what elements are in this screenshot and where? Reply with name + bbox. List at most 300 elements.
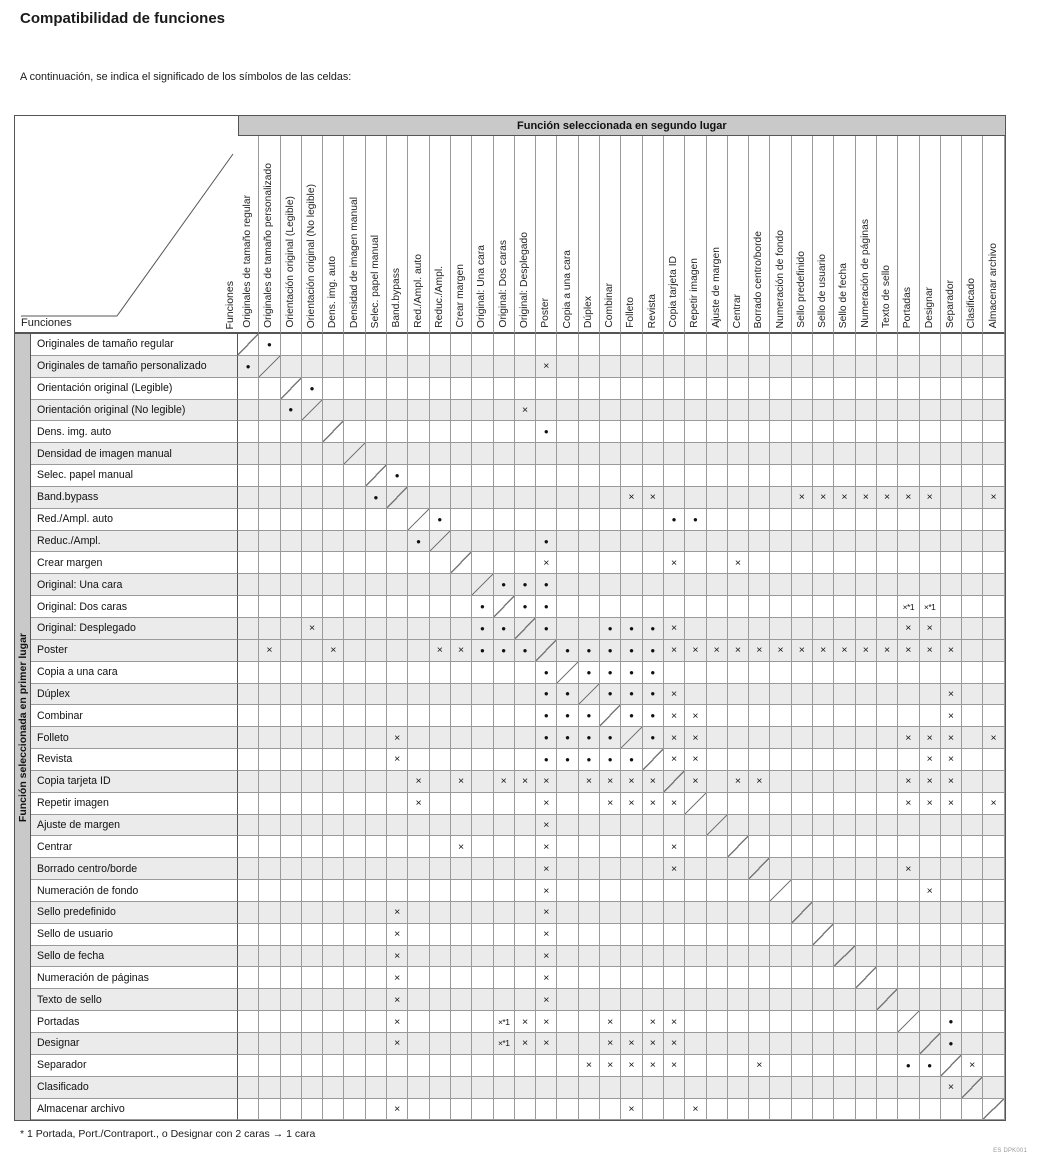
matrix-cell (344, 749, 365, 771)
matrix-cell (472, 1011, 493, 1033)
matrix-cell (941, 531, 962, 553)
matrix-cell (579, 946, 600, 968)
matrix-cell (344, 946, 365, 968)
matrix-cell (515, 356, 536, 378)
matrix-cell: × (536, 858, 557, 880)
matrix-cell (238, 400, 259, 422)
matrix-cell (770, 880, 791, 902)
matrix-cell (472, 771, 493, 793)
column-header-label: Revista (646, 293, 658, 328)
matrix-cell (323, 552, 344, 574)
matrix-cell (600, 378, 621, 400)
matrix-cell (770, 509, 791, 531)
matrix-cell (281, 378, 302, 400)
matrix-cell (494, 989, 515, 1011)
matrix-cell (344, 356, 365, 378)
matrix-cell (749, 421, 770, 443)
matrix-cell (856, 880, 877, 902)
matrix-cell (621, 552, 642, 574)
matrix-cell (281, 487, 302, 509)
matrix-cell (600, 815, 621, 837)
matrix-cell (323, 705, 344, 727)
matrix-cell (366, 793, 387, 815)
matrix-cell (579, 421, 600, 443)
matrix-cell (770, 1055, 791, 1077)
column-header-17 (579, 136, 600, 334)
matrix-cell (621, 378, 642, 400)
matrix-cell (515, 727, 536, 749)
matrix-cell (962, 509, 983, 531)
matrix-cell (877, 880, 898, 902)
matrix-cell (408, 1099, 429, 1121)
matrix-cell (856, 989, 877, 1011)
matrix-cell (579, 684, 600, 706)
matrix-cell (898, 378, 919, 400)
column-header-label: Numeración de fondo (774, 229, 786, 328)
matrix-cell (344, 836, 365, 858)
matrix-cell (281, 989, 302, 1011)
matrix-cell (515, 1099, 536, 1121)
matrix-cell (323, 815, 344, 837)
matrix-cell (983, 858, 1004, 880)
matrix-cell (877, 1055, 898, 1077)
matrix-cell (707, 618, 728, 640)
matrix-cell (962, 443, 983, 465)
matrix-cell (749, 836, 770, 858)
matrix-cell (302, 815, 323, 837)
matrix-cell (451, 618, 472, 640)
row-header-24: Centrar (31, 836, 238, 858)
matrix-cell (707, 1011, 728, 1033)
matrix-cell (323, 618, 344, 640)
matrix-cell: ● (302, 378, 323, 400)
matrix-cell (515, 1055, 536, 1077)
matrix-cell (366, 684, 387, 706)
matrix-cell (707, 771, 728, 793)
matrix-cell (366, 967, 387, 989)
matrix-cell (749, 727, 770, 749)
column-header-label: Borrado centro/borde (753, 230, 765, 328)
matrix-cell (408, 400, 429, 422)
matrix-cell (792, 574, 813, 596)
matrix-cell: × (579, 1055, 600, 1077)
matrix-cell: × (728, 640, 749, 662)
matrix-cell (920, 705, 941, 727)
matrix-cell: × (834, 487, 855, 509)
matrix-cell (600, 880, 621, 902)
matrix-cell (259, 487, 280, 509)
matrix-cell (302, 509, 323, 531)
column-header-label: Sello de fecha (838, 262, 850, 328)
matrix-cell: ● (536, 727, 557, 749)
matrix-cell (344, 967, 365, 989)
matrix-cell (259, 618, 280, 640)
row-header-26: Numeración de fondo (31, 880, 238, 902)
matrix-cell (557, 815, 578, 837)
matrix-cell (728, 356, 749, 378)
matrix-cell (238, 989, 259, 1011)
matrix-cell (643, 1077, 664, 1099)
matrix-cell (749, 356, 770, 378)
matrix-cell (770, 815, 791, 837)
matrix-cell (515, 487, 536, 509)
matrix-cell (877, 662, 898, 684)
matrix-cell: × (536, 552, 557, 574)
matrix-cell (834, 967, 855, 989)
matrix-cell (621, 443, 642, 465)
matrix-cell (323, 836, 344, 858)
matrix-cell (323, 924, 344, 946)
matrix-cell (557, 880, 578, 902)
matrix-cell (323, 531, 344, 553)
matrix-cell (941, 1055, 962, 1077)
matrix-cell (898, 836, 919, 858)
matrix-cell: × (302, 618, 323, 640)
column-header-label: Separador (944, 279, 956, 328)
matrix-cell (941, 1099, 962, 1121)
matrix-cell (728, 880, 749, 902)
matrix-cell (557, 793, 578, 815)
matrix-cell (728, 334, 749, 356)
matrix-cell (302, 793, 323, 815)
column-header-24 (728, 136, 749, 334)
matrix-cell (579, 509, 600, 531)
matrix-cell (387, 487, 408, 509)
matrix-cell (813, 618, 834, 640)
matrix-cell (408, 1055, 429, 1077)
matrix-cell (238, 902, 259, 924)
matrix-cell: × (770, 640, 791, 662)
matrix-cell (238, 705, 259, 727)
matrix-cell (323, 662, 344, 684)
matrix-cell: ● (472, 640, 493, 662)
matrix-cell (557, 531, 578, 553)
matrix-cell (962, 552, 983, 574)
matrix-cell: ● (579, 705, 600, 727)
matrix-cell (366, 989, 387, 1011)
matrix-cell: × (536, 880, 557, 902)
matrix-cell (877, 771, 898, 793)
matrix-cell (472, 443, 493, 465)
matrix-cell (813, 1011, 834, 1033)
matrix-cell (856, 662, 877, 684)
matrix-cell (451, 684, 472, 706)
matrix-cell (792, 443, 813, 465)
column-header-25 (749, 136, 770, 334)
matrix-cell (344, 618, 365, 640)
column-header-label: Originales de tamaño regular (242, 195, 254, 328)
column-header-8 (387, 136, 408, 334)
matrix-cell: × (600, 793, 621, 815)
matrix-cell (898, 662, 919, 684)
matrix-cell (238, 378, 259, 400)
matrix-cell (664, 1077, 685, 1099)
matrix-cell (664, 902, 685, 924)
matrix-cell: ● (621, 618, 642, 640)
matrix-cell (728, 1055, 749, 1077)
matrix-cell (536, 487, 557, 509)
matrix-cell: × (920, 880, 941, 902)
matrix-cell (281, 924, 302, 946)
matrix-cell (430, 924, 451, 946)
matrix-cell (472, 684, 493, 706)
matrix-cell (259, 967, 280, 989)
matrix-cell (366, 924, 387, 946)
matrix-cell (792, 727, 813, 749)
matrix-cell (962, 793, 983, 815)
matrix-cell (408, 618, 429, 640)
column-header-label: Band.bypass (391, 268, 403, 328)
matrix-cell (770, 334, 791, 356)
matrix-cell (344, 334, 365, 356)
matrix-cell (302, 967, 323, 989)
matrix-cell (472, 793, 493, 815)
matrix-cell (941, 902, 962, 924)
matrix-cell (238, 684, 259, 706)
matrix-cell (451, 924, 472, 946)
matrix-cell (323, 1011, 344, 1033)
matrix-cell: × (536, 946, 557, 968)
matrix-cell (408, 596, 429, 618)
matrix-cell: × (685, 640, 706, 662)
matrix-cell (259, 836, 280, 858)
matrix-cell: × (515, 400, 536, 422)
matrix-cell (430, 771, 451, 793)
matrix-cell (408, 574, 429, 596)
matrix-cell (941, 815, 962, 837)
matrix-cell (494, 531, 515, 553)
matrix-cell (856, 815, 877, 837)
matrix-cell (259, 793, 280, 815)
matrix-cell (344, 640, 365, 662)
matrix-cell (515, 443, 536, 465)
matrix-cell (366, 1011, 387, 1033)
matrix-cell: × (408, 771, 429, 793)
matrix-cell (600, 443, 621, 465)
matrix-cell (408, 1077, 429, 1099)
matrix-cell (494, 1055, 515, 1077)
matrix-cell (856, 400, 877, 422)
matrix-cell (685, 334, 706, 356)
matrix-cell (983, 815, 1004, 837)
matrix-cell (536, 1055, 557, 1077)
matrix-cell (472, 400, 493, 422)
matrix-cell: × (898, 793, 919, 815)
matrix-cell (430, 596, 451, 618)
matrix-cell (536, 378, 557, 400)
matrix-cell (813, 1077, 834, 1099)
matrix-cell (941, 421, 962, 443)
matrix-cell (962, 640, 983, 662)
matrix-cell (451, 902, 472, 924)
matrix-cell: ● (536, 574, 557, 596)
matrix-cell (770, 902, 791, 924)
matrix-cell (792, 946, 813, 968)
matrix-cell (515, 509, 536, 531)
matrix-cell (792, 531, 813, 553)
matrix-cell: ● (643, 684, 664, 706)
matrix-cell (898, 552, 919, 574)
matrix-cell: ● (430, 509, 451, 531)
matrix-cell (302, 858, 323, 880)
row-header-21: Copia tarjeta ID (31, 771, 238, 793)
matrix-cell (941, 989, 962, 1011)
matrix-cell (792, 662, 813, 684)
matrix-cell: ● (621, 705, 642, 727)
matrix-cell (366, 618, 387, 640)
matrix-cell (962, 334, 983, 356)
matrix-cell (408, 1011, 429, 1033)
matrix-cell (749, 662, 770, 684)
matrix-cell (579, 618, 600, 640)
matrix-cell (557, 1077, 578, 1099)
matrix-cell (792, 771, 813, 793)
matrix-cell (983, 684, 1004, 706)
matrix-cell (877, 902, 898, 924)
matrix-cell: × (643, 1011, 664, 1033)
matrix-cell: ● (643, 727, 664, 749)
matrix-cell (621, 400, 642, 422)
matrix-cell (770, 836, 791, 858)
matrix-cell (920, 531, 941, 553)
matrix-cell (494, 836, 515, 858)
matrix-cell (579, 858, 600, 880)
matrix-cell (707, 967, 728, 989)
column-header-label: Selec. papel manual (369, 234, 381, 328)
matrix-cell (281, 1011, 302, 1033)
matrix-cell (238, 618, 259, 640)
column-header-label: Copia a una cara (561, 249, 573, 328)
matrix-cell (430, 552, 451, 574)
matrix-cell (621, 924, 642, 946)
matrix-cell (707, 662, 728, 684)
matrix-cell (877, 727, 898, 749)
matrix-cell (408, 684, 429, 706)
matrix-cell: × (920, 487, 941, 509)
matrix-cell: × (536, 793, 557, 815)
matrix-cell: ● (600, 749, 621, 771)
matrix-cell (472, 705, 493, 727)
matrix-cell (579, 836, 600, 858)
matrix-cell (728, 1011, 749, 1033)
matrix-cell (259, 552, 280, 574)
matrix-cell (515, 924, 536, 946)
matrix-cell (898, 749, 919, 771)
matrix-cell (472, 749, 493, 771)
matrix-cell (792, 989, 813, 1011)
matrix-cell: ● (557, 640, 578, 662)
matrix-cell (408, 946, 429, 968)
matrix-cell (834, 552, 855, 574)
matrix-cell (451, 727, 472, 749)
matrix-cell (770, 596, 791, 618)
matrix-cell: × (259, 640, 280, 662)
matrix-cell (856, 443, 877, 465)
matrix-cell (494, 356, 515, 378)
matrix-cell (983, 465, 1004, 487)
matrix-cell (408, 727, 429, 749)
matrix-cell (749, 880, 770, 902)
matrix-cell (707, 1077, 728, 1099)
matrix-cell (238, 574, 259, 596)
matrix-cell: × (664, 640, 685, 662)
matrix-cell (579, 924, 600, 946)
matrix-cell (600, 400, 621, 422)
matrix-cell (685, 443, 706, 465)
matrix-cell: × (621, 793, 642, 815)
matrix-cell (238, 509, 259, 531)
matrix-cell (685, 1011, 706, 1033)
matrix-cell (643, 946, 664, 968)
matrix-cell (579, 815, 600, 837)
matrix-cell (472, 356, 493, 378)
matrix-cell: × (941, 684, 962, 706)
matrix-cell (472, 531, 493, 553)
matrix-cell (557, 596, 578, 618)
matrix-cell (600, 596, 621, 618)
matrix-cell (877, 378, 898, 400)
matrix-cell (749, 924, 770, 946)
column-header-26 (770, 136, 791, 334)
matrix-cell (472, 946, 493, 968)
matrix-cell: × (536, 356, 557, 378)
matrix-cell (451, 946, 472, 968)
matrix-cell (494, 596, 515, 618)
matrix-cell (238, 858, 259, 880)
matrix-cell (515, 793, 536, 815)
matrix-cell (557, 836, 578, 858)
matrix-cell (621, 334, 642, 356)
matrix-cell (259, 378, 280, 400)
matrix-cell (366, 1099, 387, 1121)
matrix-cell: ● (536, 705, 557, 727)
matrix-cell (600, 1077, 621, 1099)
matrix-cell (749, 531, 770, 553)
matrix-cell: ● (621, 749, 642, 771)
matrix-cell (366, 880, 387, 902)
row-header-33: Designar (31, 1033, 238, 1055)
matrix-cell (856, 356, 877, 378)
column-header-label: Crear margen (455, 264, 467, 328)
matrix-cell (685, 684, 706, 706)
matrix-cell (238, 924, 259, 946)
matrix-cell (408, 749, 429, 771)
column-header-label: Densidad de imagen manual (348, 196, 360, 328)
matrix-cell (898, 465, 919, 487)
matrix-cell (344, 1011, 365, 1033)
matrix-cell (728, 421, 749, 443)
matrix-cell (792, 684, 813, 706)
matrix-cell (259, 727, 280, 749)
matrix-cell (579, 487, 600, 509)
matrix-cell (430, 443, 451, 465)
matrix-cell (770, 749, 791, 771)
matrix-cell: × (664, 858, 685, 880)
matrix-cell (579, 793, 600, 815)
matrix-cell (749, 1099, 770, 1121)
matrix-cell (792, 334, 813, 356)
matrix-cell (302, 727, 323, 749)
matrix-cell (749, 400, 770, 422)
matrix-cell: ● (536, 684, 557, 706)
matrix-cell (238, 880, 259, 902)
matrix-cell (472, 574, 493, 596)
matrix-cell (856, 727, 877, 749)
matrix-cell (408, 924, 429, 946)
matrix-cell (323, 509, 344, 531)
matrix-cell (515, 465, 536, 487)
matrix-cell: × (664, 684, 685, 706)
